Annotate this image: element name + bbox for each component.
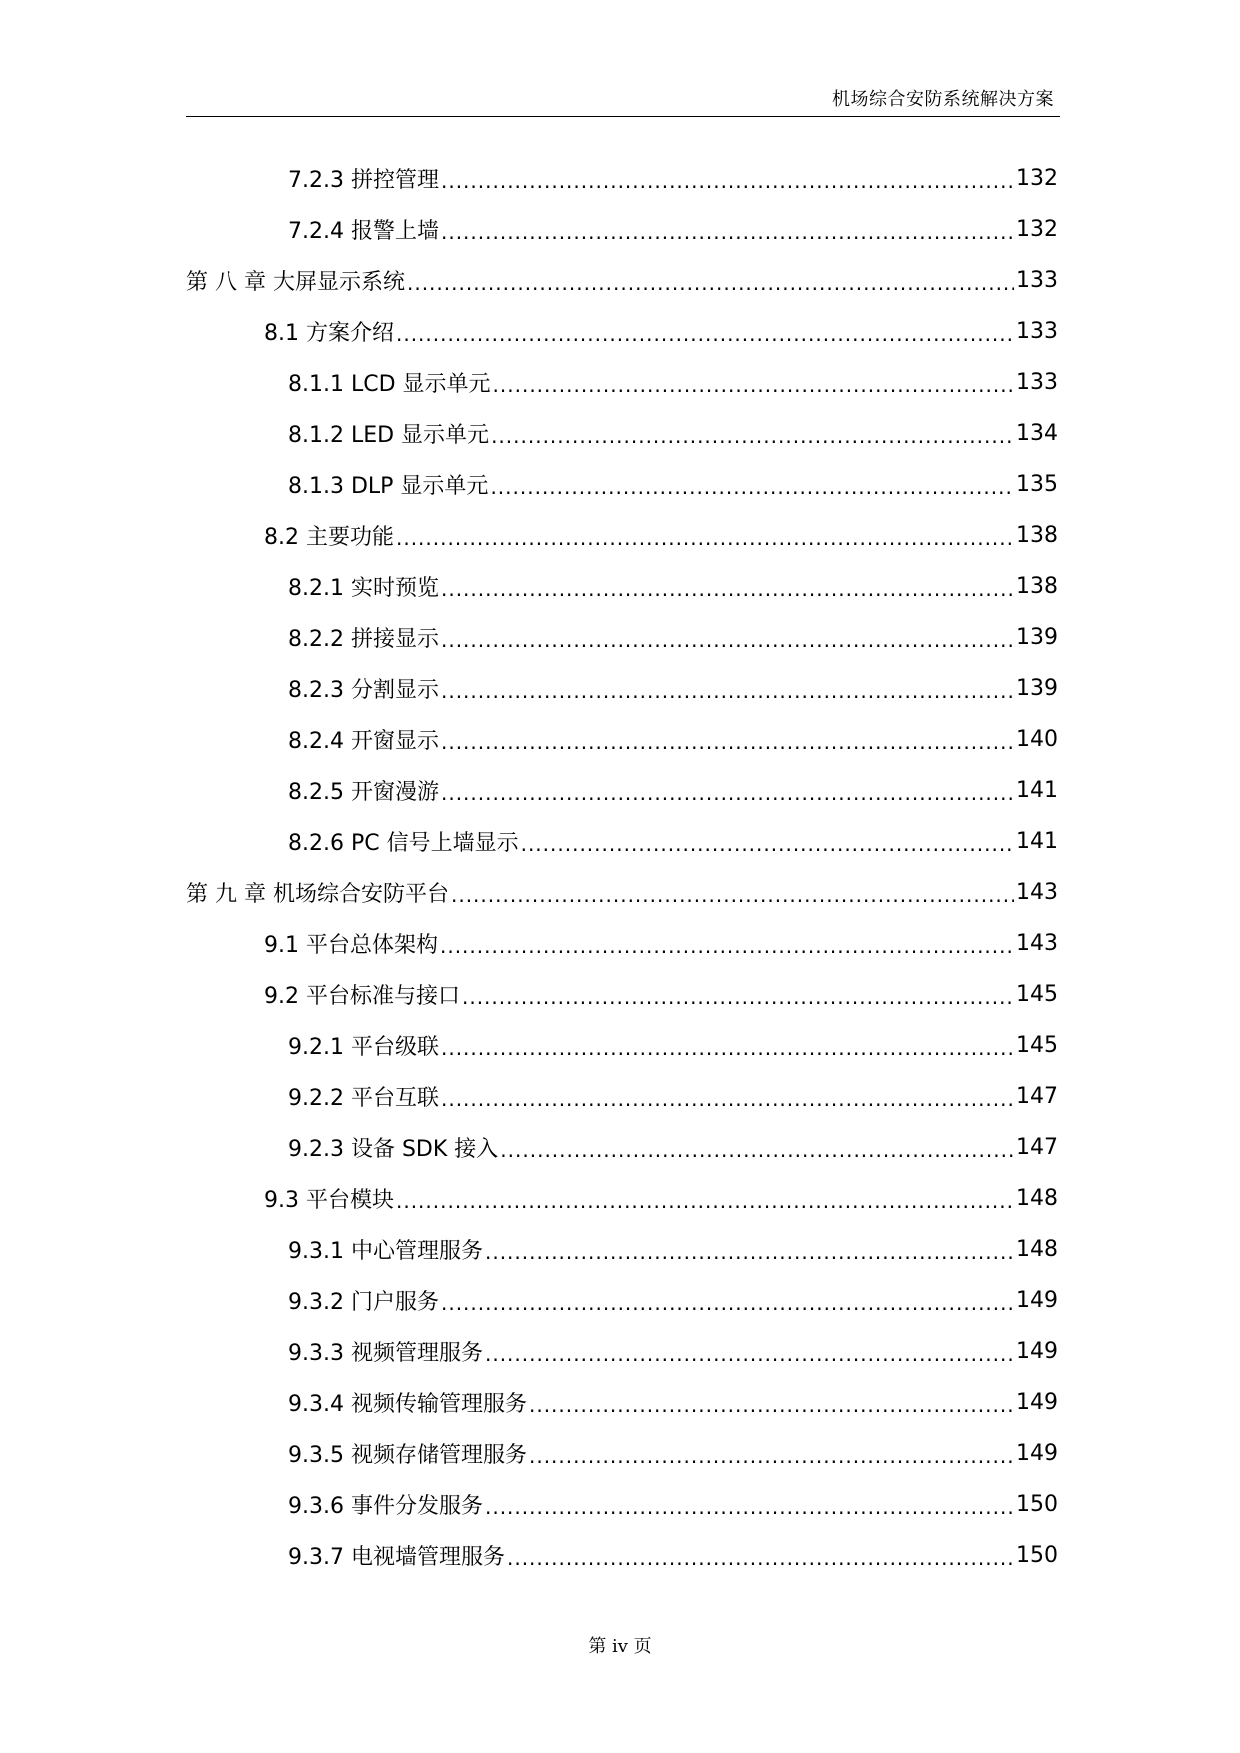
toc-entry-title: 8.1.2 LED 显示单元: [288, 423, 490, 448]
toc-entry-page: 149: [1016, 1441, 1058, 1466]
toc-dot-leader: [507, 1546, 1014, 1570]
toc-entry-title: 9.3.6 事件分发服务: [288, 1494, 483, 1519]
toc-entry[interactable]: [186, 1224, 1058, 1275]
toc-dot-leader: [441, 1291, 1014, 1315]
toc-entry[interactable]: [186, 714, 1058, 765]
toc-entry[interactable]: [186, 1173, 1058, 1224]
toc-entry-page: 141: [1016, 829, 1058, 854]
toc-entry[interactable]: [186, 306, 1058, 357]
toc-dot-leader: [462, 985, 1014, 1009]
toc-entry[interactable]: [186, 357, 1058, 408]
toc-dot-leader: [521, 832, 1014, 856]
toc-entry[interactable]: [186, 663, 1058, 714]
toc-dot-leader: [485, 1240, 1014, 1264]
toc-entry[interactable]: [186, 255, 1058, 306]
toc-dot-leader: [396, 1189, 1014, 1213]
toc-entry-title: 9.1 平台总体架构: [264, 933, 438, 958]
toc-entry-title: 8.1.3 DLP 显示单元: [288, 474, 489, 499]
toc-entry-title: 8.2 主要功能: [264, 525, 394, 550]
toc-entry-page: 140: [1016, 727, 1058, 752]
toc-entry-title: 9.3.1 中心管理服务: [288, 1239, 483, 1264]
toc-entry[interactable]: [186, 918, 1058, 969]
toc-dot-leader: [441, 1087, 1014, 1111]
toc-entry[interactable]: [186, 765, 1058, 816]
page-number: 第 iv 页: [588, 1636, 652, 1657]
toc-dot-leader: [491, 424, 1014, 448]
toc-dot-leader: [441, 730, 1014, 754]
toc-dot-leader: [396, 322, 1014, 346]
toc-entry[interactable]: [186, 1326, 1058, 1377]
toc-entry-page: 133: [1016, 370, 1058, 395]
toc-entry-page: 150: [1016, 1492, 1058, 1517]
toc-entry-title: 9.2.1 平台级联: [288, 1035, 439, 1060]
toc-entry-page: 138: [1016, 574, 1058, 599]
toc-entry-page: 150: [1016, 1543, 1058, 1568]
toc-entry[interactable]: [186, 1479, 1058, 1530]
toc-dot-leader: [441, 577, 1014, 601]
toc-entry-page: 147: [1016, 1084, 1058, 1109]
toc-dot-leader: [485, 1495, 1014, 1519]
toc-dot-leader: [441, 220, 1014, 244]
toc-entry[interactable]: [186, 510, 1058, 561]
toc-dot-leader: [396, 526, 1014, 550]
table-of-contents: [186, 153, 1058, 1581]
page-header: [186, 88, 1060, 117]
toc-entry-title: 9.3 平台模块: [264, 1188, 394, 1213]
toc-dot-leader: [490, 475, 1014, 499]
toc-entry-page: 138: [1016, 523, 1058, 548]
toc-dot-leader: [441, 169, 1014, 193]
toc-entry[interactable]: [186, 408, 1058, 459]
toc-entry-page: 143: [1016, 931, 1058, 956]
toc-entry-title: 第 八 章 大屏显示系统: [186, 270, 405, 295]
toc-entry-title: 8.2.5 开窗漫游: [288, 780, 439, 805]
toc-entry[interactable]: [186, 867, 1058, 918]
toc-entry-page: 149: [1016, 1288, 1058, 1313]
toc-entry-page: 135: [1016, 472, 1058, 497]
toc-entry[interactable]: [186, 1377, 1058, 1428]
toc-entry-title: 8.2.4 开窗显示: [288, 729, 439, 754]
toc-entry[interactable]: [186, 1071, 1058, 1122]
toc-dot-leader: [441, 1036, 1014, 1060]
toc-entry-page: 141: [1016, 778, 1058, 803]
toc-entry[interactable]: [186, 969, 1058, 1020]
toc-dot-leader: [441, 679, 1014, 703]
toc-entry[interactable]: [186, 459, 1058, 510]
toc-dot-leader: [529, 1393, 1014, 1417]
toc-entry-title: 8.2.2 拼接显示: [288, 627, 439, 652]
toc-entry[interactable]: [186, 153, 1058, 204]
toc-entry-page: 134: [1016, 421, 1058, 446]
toc-entry-page: 132: [1016, 166, 1058, 191]
toc-entry[interactable]: [186, 612, 1058, 663]
toc-entry-title: 9.3.3 视频管理服务: [288, 1341, 483, 1366]
toc-entry-title: 8.1.1 LCD 显示单元: [288, 372, 491, 397]
toc-entry-title: 7.2.4 报警上墙: [288, 219, 439, 244]
toc-entry[interactable]: [186, 1530, 1058, 1581]
toc-entry-title: 8.2.1 实时预览: [288, 576, 439, 601]
toc-entry[interactable]: [186, 204, 1058, 255]
toc-entry-page: 148: [1016, 1237, 1058, 1262]
toc-entry-page: 133: [1016, 268, 1058, 293]
toc-dot-leader: [451, 883, 1014, 907]
toc-entry-title: 9.2.3 设备 SDK 接入: [288, 1137, 499, 1162]
toc-entry-title: 9.2 平台标准与接口: [264, 984, 460, 1009]
toc-entry-page: 149: [1016, 1390, 1058, 1415]
toc-dot-leader: [493, 373, 1014, 397]
toc-dot-leader: [441, 628, 1014, 652]
toc-entry-page: 133: [1016, 319, 1058, 344]
toc-entry-title: 8.2.6 PC 信号上墙显示: [288, 831, 519, 856]
toc-dot-leader: [485, 1342, 1014, 1366]
toc-entry-page: 143: [1016, 880, 1058, 905]
toc-entry-title: 7.2.3 拼控管理: [288, 168, 439, 193]
toc-entry-title: 9.3.4 视频传输管理服务: [288, 1392, 527, 1417]
toc-entry[interactable]: [186, 561, 1058, 612]
toc-entry-page: 139: [1016, 625, 1058, 650]
toc-entry-page: 147: [1016, 1135, 1058, 1160]
toc-entry-page: 148: [1016, 1186, 1058, 1211]
toc-dot-leader: [500, 1138, 1014, 1162]
toc-dot-leader: [529, 1444, 1014, 1468]
toc-entry-title: 8.1 方案介绍: [264, 321, 394, 346]
toc-entry-page: 132: [1016, 217, 1058, 242]
toc-dot-leader: [440, 934, 1014, 958]
toc-entry-page: 149: [1016, 1339, 1058, 1364]
toc-dot-leader: [407, 271, 1014, 295]
toc-entry[interactable]: [186, 1275, 1058, 1326]
toc-entry-page: 145: [1016, 1033, 1058, 1058]
toc-entry[interactable]: [186, 1122, 1058, 1173]
toc-entry[interactable]: [186, 1428, 1058, 1479]
document-title: 机场综合安防系统解决方案: [832, 89, 1054, 110]
toc-entry-title: 9.2.2 平台互联: [288, 1086, 439, 1111]
toc-entry-title: 9.3.7 电视墙管理服务: [288, 1545, 505, 1570]
toc-entry[interactable]: [186, 816, 1058, 867]
toc-entry-page: 139: [1016, 676, 1058, 701]
toc-entry-title: 9.3.5 视频存储管理服务: [288, 1443, 527, 1468]
toc-entry-title: 第 九 章 机场综合安防平台: [186, 882, 449, 907]
toc-entry-page: 145: [1016, 982, 1058, 1007]
toc-entry-title: 9.3.2 门户服务: [288, 1290, 439, 1315]
toc-entry-title: 8.2.3 分割显示: [288, 678, 439, 703]
toc-dot-leader: [441, 781, 1014, 805]
toc-entry[interactable]: [186, 1020, 1058, 1071]
